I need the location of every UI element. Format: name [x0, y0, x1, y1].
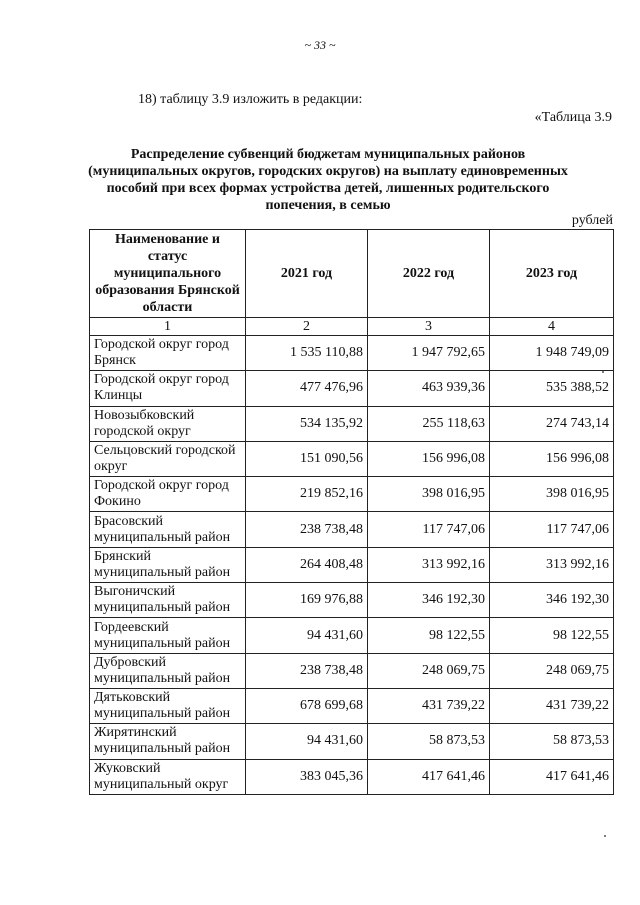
intro-text: 18) таблицу 3.9 изложить в редакции:	[138, 92, 363, 107]
value-2023: 117 747,06	[490, 512, 614, 547]
municipality-name: Жуковский муниципальный округ	[90, 759, 246, 794]
table-row	[90, 336, 614, 371]
value-2022: 431 739,22	[368, 688, 490, 723]
unit-label: рублей	[571, 213, 613, 228]
header-2022: 2022 год	[368, 230, 490, 318]
municipality-name: Дубровский муниципальный район	[90, 653, 246, 688]
value-2022: 346 192,30	[368, 583, 490, 618]
header-name: Наименование и статус муниципального образования Брянской области	[90, 230, 246, 318]
value-2022: 313 992,16	[368, 547, 490, 582]
table-row	[90, 547, 614, 582]
table-row	[90, 724, 614, 759]
scan-speck	[604, 835, 606, 837]
value-2022: 117 747,06	[368, 512, 490, 547]
value-2022: 463 939,36	[368, 371, 490, 406]
value-2023: 248 069,75	[490, 653, 614, 688]
value-2021: 238 738,48	[246, 653, 368, 688]
municipality-name: Брянский муниципальный район	[90, 547, 246, 582]
municipality-name: Гордеевский муниципальный район	[90, 618, 246, 653]
table-row	[90, 477, 614, 512]
value-2023: 274 743,14	[490, 406, 614, 441]
header-2021: 2021 год	[246, 230, 368, 318]
value-2023: 98 122,55	[490, 618, 614, 653]
value-2023: 313 992,16	[490, 547, 614, 582]
table-row	[90, 583, 614, 618]
table-row	[90, 512, 614, 547]
column-number-row	[90, 318, 614, 336]
scan-speck	[602, 371, 604, 373]
table-row	[90, 618, 614, 653]
table-row	[90, 688, 614, 723]
value-2023: 417 641,46	[490, 759, 614, 794]
value-2023: 156 996,08	[490, 441, 614, 476]
table-body	[90, 336, 614, 795]
municipality-name: Выгоничский муниципальный район	[90, 583, 246, 618]
value-2021: 151 090,56	[246, 441, 368, 476]
value-2022: 156 996,08	[368, 441, 490, 476]
value-2022: 398 016,95	[368, 477, 490, 512]
value-2023: 58 873,53	[490, 724, 614, 759]
value-2023: 398 016,95	[490, 477, 614, 512]
value-2022: 58 873,53	[368, 724, 490, 759]
value-2022: 1 947 792,65	[368, 336, 490, 371]
value-2021: 534 135,92	[246, 406, 368, 441]
municipality-name: Городской округ город Клинцы	[90, 371, 246, 406]
subvention-table	[89, 229, 614, 795]
header-row	[90, 230, 614, 318]
value-2022: 98 122,55	[368, 618, 490, 653]
value-2023: 346 192,30	[490, 583, 614, 618]
value-2021: 94 431,60	[246, 618, 368, 653]
column-number: 4	[490, 318, 614, 336]
value-2021: 94 431,60	[246, 724, 368, 759]
table-row	[90, 653, 614, 688]
value-2022: 248 069,75	[368, 653, 490, 688]
municipality-name: Дятьковский муниципальный район	[90, 688, 246, 723]
table-row	[90, 441, 614, 476]
value-2022: 417 641,46	[368, 759, 490, 794]
value-2021: 264 408,48	[246, 547, 368, 582]
municipality-name: Городской округ город Фокино	[90, 477, 246, 512]
table-row	[90, 371, 614, 406]
header-2023: 2023 год	[490, 230, 614, 318]
municipality-name: Жирятинский муниципальный район	[90, 724, 246, 759]
table-reference: «Таблица 3.9	[534, 110, 612, 125]
value-2021: 169 976,88	[246, 583, 368, 618]
column-number: 1	[90, 318, 246, 336]
table-row	[90, 759, 614, 794]
municipality-name: Новозыбковский городской округ	[90, 406, 246, 441]
page-number: ~ 33 ~	[304, 38, 336, 52]
column-number: 3	[368, 318, 490, 336]
municipality-name: Сельцовский городской округ	[90, 441, 246, 476]
value-2021: 219 852,16	[246, 477, 368, 512]
column-number: 2	[246, 318, 368, 336]
value-2023: 1 948 749,09	[490, 336, 614, 371]
value-2023: 535 388,52	[490, 371, 614, 406]
value-2021: 678 699,68	[246, 688, 368, 723]
municipality-name: Городской округ город Брянск	[90, 336, 246, 371]
value-2021: 477 476,96	[246, 371, 368, 406]
value-2021: 1 535 110,88	[246, 336, 368, 371]
value-2023: 431 739,22	[490, 688, 614, 723]
table-title: Распределение субвенций бюджетам муниципальных районов (муниципальных округов, городских округов) на выплату единовременных пособий при всех формах устройства детей, лишенных родительского попечения, в семью	[88, 147, 568, 213]
value-2022: 255 118,63	[368, 406, 490, 441]
table-row	[90, 406, 614, 441]
municipality-name: Брасовский муниципальный район	[90, 512, 246, 547]
value-2021: 238 738,48	[246, 512, 368, 547]
value-2021: 383 045,36	[246, 759, 368, 794]
